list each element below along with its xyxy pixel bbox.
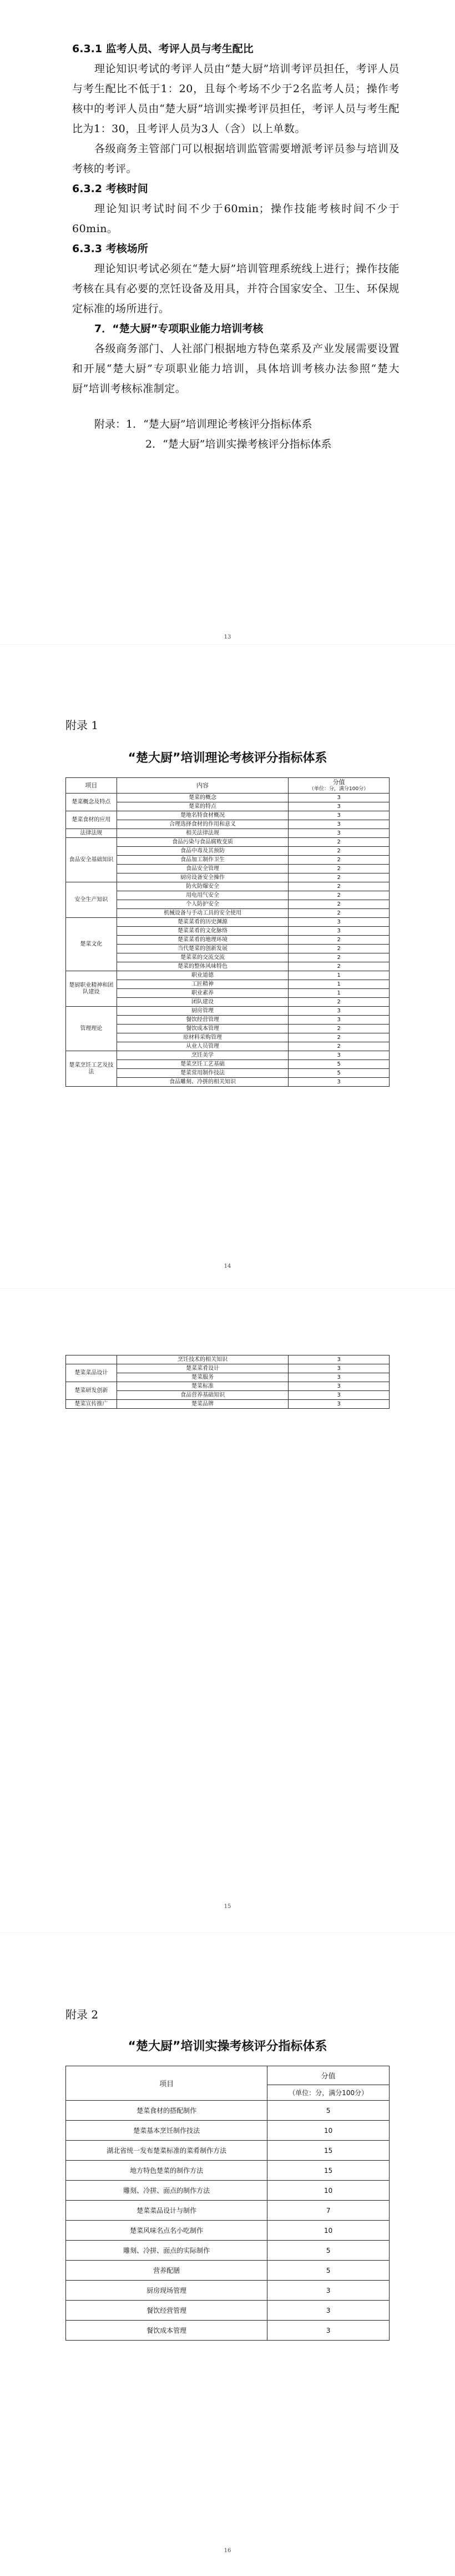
score-cell: 3 — [289, 802, 390, 811]
content-cell: 餐饮经营管理 — [117, 1016, 288, 1025]
page-number: 13 — [224, 634, 231, 640]
paragraph-exam-time: 理论知识考试时间不少于60min；操作技能考核时间不少于60min。 — [72, 203, 400, 235]
content-cell: 食品污染与食品腐败变质 — [117, 838, 288, 847]
content-cell: 楚菜烹饪工艺基础 — [117, 1060, 288, 1069]
score-cell: 2 — [289, 838, 390, 847]
content-cell: 职业道德 — [117, 971, 288, 980]
item-cell: 楚菜食材的搭配制作 — [66, 2101, 267, 2121]
score-cell: 2 — [289, 936, 390, 945]
content-cell: 楚菜服务 — [117, 1373, 288, 1382]
paragraph-special-training: 各级商务部门、人社部门根据地方特色菜系及产业发展需要设置和开展“楚大厨”专项职业能力培训，具体培训考核办法参照“楚大厨”培训考核标准制定。 — [72, 343, 400, 395]
table-header-row — [66, 2066, 390, 2085]
score-cell: 7 — [267, 2201, 390, 2221]
score-cell: 2 — [289, 962, 390, 971]
table-row — [66, 1400, 390, 1409]
col-item-header: 项目 — [66, 778, 117, 794]
content-cell: 相关法律法规 — [117, 829, 288, 838]
table-row — [66, 1007, 390, 1016]
content-cell: 楚菜常用制作技法 — [117, 1069, 288, 1078]
score-cell: 2 — [289, 953, 390, 962]
item-cell: 楚菜基本烹饪制作技法 — [66, 2121, 267, 2141]
score-cell: 5 — [289, 1069, 390, 1078]
table-row — [66, 829, 390, 838]
table-row — [66, 2321, 390, 2341]
score-cell: 2 — [289, 1025, 390, 1033]
table-row — [66, 2241, 390, 2261]
item-cell: 楚菜研发创新 — [66, 1382, 117, 1400]
item-cell: 餐饮成本管理 — [66, 2321, 267, 2341]
annex-2-title: “楚大厨”培训实操考核评分指标体系 — [128, 2040, 327, 2053]
score-cell: 2 — [289, 909, 390, 918]
content-cell: 食品中毒及其预防 — [117, 847, 288, 856]
content-cell: 合理选择食材的作用和意义 — [117, 820, 288, 829]
score-cell: 3 — [289, 811, 390, 820]
item-cell: 地方特色楚菜的制作方法 — [66, 2161, 267, 2181]
score-cell: 3 — [289, 1373, 390, 1382]
item-cell: 法律法规 — [66, 829, 117, 838]
score-cell: 1 — [289, 971, 390, 980]
content-cell: 楚菜的概念 — [117, 794, 288, 802]
item-cell: 楚菜食材的应用 — [66, 811, 117, 829]
content-cell: 原材料采购管理 — [117, 1033, 288, 1042]
score-cell: 3 — [289, 1355, 390, 1364]
item-cell: 食品安全基础知识 — [66, 838, 117, 882]
content-cell: 食品安全管理 — [117, 865, 288, 873]
score-cell: 3 — [289, 829, 390, 838]
content-cell: 工匠精神 — [117, 980, 288, 989]
page-divider — [0, 644, 455, 645]
heading-6-3-2: 6.3.2 考核时间 — [72, 183, 148, 195]
score-cell: 3 — [267, 2281, 390, 2301]
table-row — [66, 1364, 390, 1373]
score-cell: 10 — [267, 2181, 390, 2201]
score-cell: 3 — [267, 2301, 390, 2321]
score-cell: 2 — [289, 1042, 390, 1051]
table-row — [66, 882, 390, 891]
score-cell: 2 — [289, 998, 390, 1007]
content-cell: 餐饮成本管理 — [117, 1025, 288, 1033]
practical-score-table — [65, 2066, 390, 2341]
content-cell: 楚菜的特点 — [117, 802, 288, 811]
item-cell: 管理理论 — [66, 1007, 117, 1051]
annex-1-title: “楚大厨”培训理论考核评分指标体系 — [128, 751, 327, 765]
theory-score-table — [65, 777, 390, 1087]
table-header-row — [66, 778, 390, 794]
paragraph-exam-venue: 理论知识考试必须在“楚大厨”培训管理系统线上进行；操作技能考核在具有必要的烹饪设备及用具，并符合国家安全、卫生、环保规定标准的场所进行。 — [72, 263, 400, 315]
item-cell: 楚菜概念及特点 — [66, 794, 117, 811]
item-cell: 楚厨职业精神和团队建设 — [66, 971, 117, 1007]
score-cell: 3 — [289, 918, 390, 927]
score-cell: 5 — [267, 2261, 390, 2281]
item-cell: 餐饮经营管理 — [66, 2301, 267, 2321]
content-cell: 当代楚菜的创新发展 — [117, 945, 288, 953]
content-cell: 食品加工制作卫生 — [117, 856, 288, 865]
score-cell: 2 — [289, 1033, 390, 1042]
item-cell: 楚菜烹饪工艺及技法 — [66, 1051, 117, 1087]
score-cell: 2 — [289, 882, 390, 891]
appendix-item-2: 2．“楚大厨”培训实操考核评分指标体系 — [145, 438, 332, 450]
appendix-item-1: 附录：1．“楚大厨”培训理论考核评分指标体系 — [94, 418, 312, 430]
table-row — [66, 2281, 390, 2301]
item-cell: 楚菜风味名点名小吃制作 — [66, 2221, 267, 2241]
annex-1-label: 附录 1 — [65, 719, 99, 732]
table-row — [66, 811, 390, 820]
score-cell: 2 — [289, 865, 390, 873]
table-row — [66, 2141, 390, 2161]
content-cell: 食品雕刻、冷拼的相关知识 — [117, 1078, 288, 1087]
item-cell: 楚菜菜品设计 — [66, 1364, 117, 1382]
page-divider — [0, 1932, 455, 1933]
item-cell: 楚菜菜品设计与制作 — [66, 2201, 267, 2221]
col-item-header: 项目 — [66, 2066, 267, 2101]
practical-table-body — [66, 2101, 390, 2341]
content-cell: 从业人员管理 — [117, 1042, 288, 1051]
heading-6-3-1: 6.3.1 监考人员、考评人员与考生配比 — [72, 43, 254, 55]
content-cell: 烹饪美学 — [117, 1051, 288, 1060]
item-cell — [66, 1355, 117, 1364]
score-cell: 3 — [289, 1400, 390, 1409]
paragraph-extra-examiners: 各级商务主管部门可以根据培训监管需要增派考评员参与培训及考核的考评。 — [72, 143, 400, 175]
score-cell: 1 — [289, 980, 390, 989]
annex-2-label: 附录 2 — [65, 2008, 99, 2021]
score-cell: 3 — [289, 927, 390, 936]
theory-table-continued-body — [66, 1355, 390, 1409]
content-cell: 职业素养 — [117, 989, 288, 998]
score-cell: 1 — [289, 989, 390, 998]
page-number: 15 — [224, 1904, 231, 1910]
score-cell: 3 — [289, 1364, 390, 1373]
page-number: 16 — [224, 2548, 231, 2554]
col-score-header: 分值 （单位：分，满分100分） — [289, 778, 390, 794]
score-cell: 3 — [289, 794, 390, 802]
content-cell: 楚菜菜肴的文化脉络 — [117, 927, 288, 936]
item-cell: 楚菜文化 — [66, 918, 117, 971]
table-row — [66, 1355, 390, 1364]
theory-score-table-continued — [65, 1355, 390, 1409]
item-cell: 厨房现场管理 — [66, 2281, 267, 2301]
score-cell: 5 — [267, 2101, 390, 2121]
table-row — [66, 2301, 390, 2321]
table-row — [66, 2221, 390, 2241]
col-score-header: 分值 — [267, 2066, 390, 2085]
heading-6-3-3: 6.3.3 考核场所 — [72, 243, 148, 255]
table-row — [66, 918, 390, 927]
table-row — [66, 794, 390, 802]
score-cell: 3 — [289, 1078, 390, 1087]
score-cell: 3 — [289, 1007, 390, 1016]
theory-table-body — [66, 794, 390, 1087]
score-cell: 2 — [289, 891, 390, 900]
table-row — [66, 838, 390, 847]
item-cell: 营养配膳 — [66, 2261, 267, 2281]
score-cell: 2 — [289, 873, 390, 882]
score-cell: 2 — [289, 856, 390, 865]
page-1-body — [72, 39, 400, 454]
score-cell: 2 — [289, 900, 390, 909]
score-cell: 3 — [289, 1051, 390, 1060]
content-cell: 食品营养基础知识 — [117, 1391, 288, 1400]
content-cell: 机械设备与手动工具的安全使用 — [117, 909, 288, 918]
table-row — [66, 2121, 390, 2141]
content-cell: 个人防护安全 — [117, 900, 288, 909]
item-cell: 楚菜宣传推广 — [66, 1400, 117, 1409]
content-cell: 团队建设 — [117, 998, 288, 1007]
col-content-header: 内容 — [117, 778, 288, 794]
content-cell: 楚菜品牌 — [117, 1400, 288, 1409]
score-cell: 15 — [267, 2141, 390, 2161]
score-cell: 5 — [267, 2241, 390, 2261]
content-cell: 厨房管理 — [117, 1007, 288, 1016]
content-cell: 楚菜标准 — [117, 1382, 288, 1391]
table-row — [66, 2201, 390, 2221]
table-row — [66, 2161, 390, 2181]
item-cell: 湖北省统一发布楚菜标准的菜肴制作方法 — [66, 2141, 267, 2161]
appendix-prefix: 附录： — [94, 418, 127, 430]
score-cell: 5 — [289, 1060, 390, 1069]
table-row — [66, 1382, 390, 1391]
table-row — [66, 2181, 390, 2201]
score-cell: 2 — [289, 847, 390, 856]
content-cell: 楚菜的整体风味特色 — [117, 962, 288, 971]
table-row — [66, 2261, 390, 2281]
item-cell: 雕刻、冷拼、面点的实际制作 — [66, 2241, 267, 2261]
score-cell: 3 — [267, 2321, 390, 2341]
content-cell: 用电用气安全 — [117, 891, 288, 900]
col-score-unit: （单位：分，满分100分） — [267, 2085, 390, 2101]
content-cell: 楚菜菜肴的历史渊源 — [117, 918, 288, 927]
content-cell: 楚菜菜的交流交流 — [117, 953, 288, 962]
score-cell: 3 — [289, 1391, 390, 1400]
content-cell: 烹饪技术的相关知识 — [117, 1355, 288, 1364]
content-cell: 厨房设备安全操作 — [117, 873, 288, 882]
heading-7: 7．“楚大厨”专项职业能力培训考核 — [94, 323, 264, 335]
appendix-list — [72, 414, 400, 454]
score-cell: 15 — [267, 2161, 390, 2181]
table-row — [66, 2101, 390, 2121]
content-cell: 楚菜菜肴的地理环境 — [117, 936, 288, 945]
item-cell: 安全生产知识 — [66, 882, 117, 918]
score-cell: 3 — [289, 1382, 390, 1391]
content-cell: 防火防爆安全 — [117, 882, 288, 891]
table-row — [66, 1051, 390, 1060]
score-cell: 3 — [289, 1016, 390, 1025]
content-cell: 楚菜菜肴设计 — [117, 1364, 288, 1373]
score-cell: 10 — [267, 2221, 390, 2241]
item-cell: 雕刻、冷拼、面点的制作方法 — [66, 2181, 267, 2201]
page-divider — [0, 1288, 455, 1289]
paragraph-examiner-ratio: 理论知识考试的考评人员由“楚大厨”培训考评员担任，考评人员与考生配比不低于1：20，且每个考场不少于2名监考人员；操作考核中的考评人员由“楚大厨”培训实操考评员担任，考评人员与考生配比为1：30，且考评人员为3人（含）以上单数。 — [72, 63, 400, 135]
table-row — [66, 971, 390, 980]
page-number: 14 — [224, 1263, 231, 1269]
score-cell: 10 — [267, 2121, 390, 2141]
score-cell: 3 — [289, 820, 390, 829]
content-cell: 楚地名特食材概况 — [117, 811, 288, 820]
score-cell: 2 — [289, 945, 390, 953]
